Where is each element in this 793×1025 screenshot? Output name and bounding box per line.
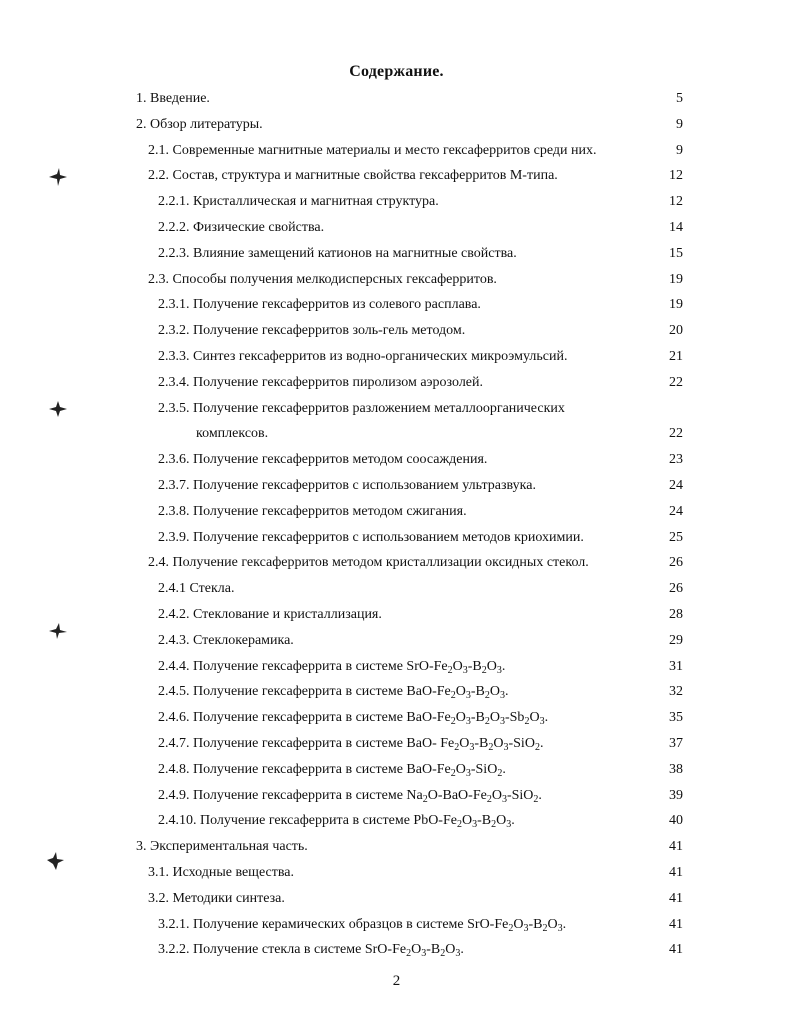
toc-entry-title: 2.2.1. Кристаллическая и магнитная структура. — [158, 194, 439, 210]
toc-entry-title: 2.4. Получение гексаферритов методом кристаллизации оксидных стекол. — [148, 555, 589, 571]
toc-entry — [0, 294, 793, 316]
toc-entry-page: 40 — [669, 813, 683, 829]
toc-entry-page: 19 — [669, 297, 683, 313]
toc-entry-title: 2.3.3. Синтез гексаферритов из водно-органических микроэмульсий. — [158, 349, 568, 364]
toc-entry-page: 15 — [669, 245, 683, 261]
toc-entry-title: 2.4.8. Получение гексаферрита в системе BaO-$Fe_2O_3-SiO_2$. — [158, 761, 506, 779]
toc-entry-page: 41 — [669, 942, 683, 958]
toc-entry — [0, 140, 793, 162]
toc-entry — [0, 114, 793, 136]
toc-entry-page: 32 — [669, 684, 683, 700]
toc-entry-title: 3.1. Исходные вещества. — [148, 865, 294, 880]
toc-entry-title: 2.3.7. Получение гексаферритов с использованием ультразвука. — [158, 478, 536, 493]
toc-entry — [0, 578, 793, 600]
toc-entry-title: 2.1. Современные магнитные материалы и место гексаферритов среди них. — [148, 142, 597, 158]
toc-entry-title: 2.3.9. Получение гексаферритов с использованием методов криохимии. — [158, 529, 584, 545]
toc-entry-title: 2.4.7. Получение гексаферрита в системе BaO- $Fe_2O_3-B_2O_3-SiO_2$. — [158, 736, 544, 753]
toc-entry-page: 38 — [669, 761, 683, 777]
toc-entry-title: 3.2. Методики синтеза. — [148, 890, 285, 906]
toc-entry-title: 2.3.6. Получение гексаферритов методом соосаждения. — [158, 452, 488, 468]
punch-mark-icon — [44, 850, 66, 872]
toc-entry-page: 23 — [669, 452, 683, 468]
toc-entry — [0, 888, 793, 910]
toc-entry-page: 19 — [669, 271, 683, 287]
toc-entry — [0, 88, 793, 110]
toc-entry-title: 2.3.5. Получение гексаферритов разложением металлоорганических — [158, 400, 565, 416]
page-title: Содержание. — [349, 63, 444, 80]
toc-entry — [0, 372, 793, 394]
punch-mark-icon — [47, 166, 69, 188]
toc-entry-title: 3. Экспериментальная часть. — [136, 839, 308, 855]
toc-entry-title: 2.4.2. Стеклование и кристаллизация. — [158, 607, 382, 622]
toc-entry-title: 2.3.2. Получение гексаферритов золь-гель методом. — [158, 323, 466, 339]
toc-entry-title: 2.4.5. Получение гексаферрита в системе BaO-$Fe_2O_3-B_2O_3$. — [158, 684, 509, 702]
toc-entry — [0, 191, 793, 213]
toc-entry — [0, 604, 793, 626]
toc-entry-title: 3.2.1. Получение керамических образцов в системе SrO-$Fe_2O_3-B_2O_3$. — [158, 916, 567, 934]
toc-entry-page: 12 — [669, 194, 683, 210]
punch-mark-icon — [47, 398, 69, 420]
toc-entry — [0, 346, 793, 368]
toc-entry — [0, 320, 793, 342]
toc-entry — [0, 165, 793, 187]
toc-entry-page: 14 — [669, 220, 683, 235]
toc-entry-page: 9 — [676, 142, 683, 158]
toc-entry-page: 41 — [669, 916, 683, 932]
toc-entry — [0, 501, 793, 523]
toc-entry-page: 20 — [669, 323, 683, 339]
toc-entry — [0, 269, 793, 291]
toc-entry-title: 2.3.8. Получение гексаферритов методом сжигания. — [158, 503, 467, 519]
toc-entry — [0, 785, 793, 807]
toc-entry-page: 24 — [669, 503, 683, 519]
toc-entry-title: 2.4.9. Получение гексаферрита в системе $Na_2O-BaO-Fe_2O_3-SiO_2$. — [158, 787, 542, 805]
toc-entry — [0, 475, 793, 497]
toc-entry — [0, 914, 793, 936]
toc-entry-title: 2.4.4. Получение гексаферрита в системе SrO-$Fe_2O_3-B_2O_3$. — [158, 658, 506, 676]
toc-entry — [0, 630, 793, 652]
toc-entry-title: 2.3.1. Получение гексаферритов из солевого расплава. — [158, 297, 481, 313]
punch-mark-icon — [47, 620, 69, 642]
toc-entry-title: 2.4.1 Стекла. — [158, 581, 235, 597]
toc-entry-title: 3.2.2. Получение стекла в системе SrO-$Fe_2O_3-B_2O_3$. — [158, 942, 464, 960]
toc-entry-title: 2.2.3. Влияние замещений катионов на магнитные свойства. — [158, 245, 517, 261]
toc-entry-page: 35 — [669, 710, 683, 726]
toc-entry — [0, 656, 793, 678]
toc-entry-page: 41 — [669, 865, 683, 880]
toc-entry — [0, 759, 793, 781]
toc-entry-page: 25 — [669, 529, 683, 545]
toc-entry-page: 26 — [669, 581, 683, 597]
toc-entry — [0, 939, 793, 961]
toc-entry-title: 2.2.2. Физические свойства. — [158, 220, 325, 235]
toc-entry — [0, 681, 793, 703]
toc-entry-title: 2.4.6. Получение гексаферрита в системе BaO-$Fe_2O_3-B_2O_3-Sb_2O_3$. — [158, 710, 549, 728]
page-number: 2 — [392, 973, 401, 989]
toc-entry-page: 9 — [676, 116, 683, 132]
toc-entry-page: 28 — [669, 607, 683, 622]
toc-entry-title: 2.3. Способы получения мелкодисперсных гексаферритов. — [148, 271, 497, 287]
toc-entry — [0, 552, 793, 574]
toc-entry-title: 2.2. Состав, структура и магнитные свойства гексаферритов М-типа. — [148, 168, 558, 184]
toc-entry — [0, 707, 793, 729]
toc-entry-page: 41 — [669, 839, 683, 855]
toc-entry — [0, 836, 793, 858]
toc-entry-page: 26 — [669, 555, 683, 571]
toc-entry — [0, 810, 793, 832]
toc-entry-page: 41 — [669, 890, 683, 906]
toc-entry — [0, 733, 793, 755]
toc-entry-page: 5 — [676, 91, 683, 106]
toc-entry-title: 2.4.10. Получение гексаферрита в системе PbO-$Fe_2O_3-B_2O_3$. — [158, 813, 515, 831]
toc-entry-page: 29 — [669, 632, 683, 648]
toc-entry-page: 21 — [669, 349, 683, 364]
toc-entry-page: 39 — [669, 787, 683, 803]
toc-entry-page: 37 — [669, 736, 683, 751]
toc-entry-title: 2.3.4. Получение гексаферритов пиролизом аэрозолей. — [158, 374, 484, 390]
toc-entry-page: 24 — [669, 478, 683, 493]
toc-entry — [0, 449, 793, 471]
toc-entry-page: 12 — [669, 168, 683, 184]
toc-entry-page: 22 — [669, 426, 683, 442]
toc-entry — [0, 217, 793, 239]
toc-entry — [0, 423, 793, 445]
toc-entry — [0, 527, 793, 549]
toc-entry — [0, 862, 793, 884]
toc-entry-title: 1. Введение. — [136, 91, 210, 106]
toc-entry-page: 31 — [669, 658, 683, 674]
toc-entry — [0, 243, 793, 265]
toc-entry-title: 2. Обзор литературы. — [136, 116, 263, 132]
toc-entry — [0, 398, 793, 420]
toc-entry-title: комплексов. — [196, 426, 269, 442]
toc-entry-title: 2.4.3. Стеклокерамика. — [158, 632, 294, 648]
toc-entry-page: 22 — [669, 374, 683, 390]
